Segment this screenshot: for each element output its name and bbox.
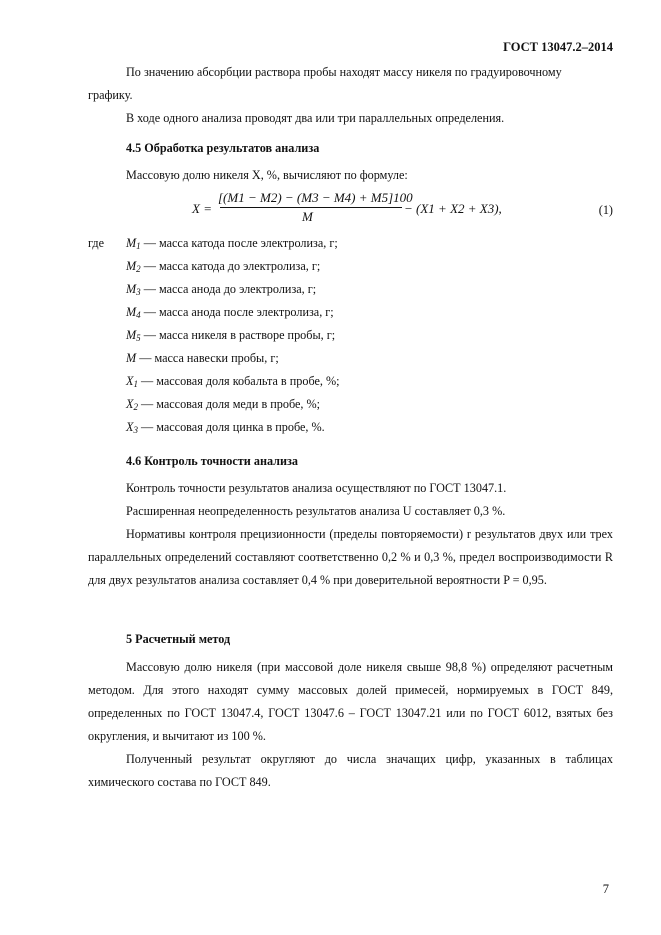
section-heading: 4.5 Обработка результатов анализа bbox=[126, 141, 320, 155]
paragraph: Нормативы контроля прецизионности (пределы повторяемости) r результатов двух или трех параллельных определений составляют соответственно 0,2 % и 0,3 %, предел воспроизводимости R для двух результатов анализа составляет 0,4 % при доверительной вероятности P = 0,95. bbox=[88, 527, 613, 587]
page-number: 7 bbox=[602, 882, 609, 896]
fraction-bar bbox=[220, 207, 402, 208]
variable-definition: $M_4$ — масса анода после электролиза, г; bbox=[126, 305, 334, 320]
variable-definition: $X_2$ — массовая доля меди в пробе, %; bbox=[126, 397, 321, 412]
variable-definition: $M_2$ — масса катода до электролиза, г; bbox=[126, 259, 321, 274]
formula-denominator: M bbox=[302, 209, 313, 224]
document-header: ГОСТ 13047.2–2014 bbox=[503, 40, 613, 54]
paragraph: Массовую долю никеля (при массовой доле никеля свыше 98,8 %) определяют расчетным методом. Для этого находят сумму массовых долей примесей, нормируемых в ГОСТ 849, определенных по ГОСТ 13047.4, ГОСТ 13047.6 – ГОСТ 13047.21 или по ГОСТ 6012, взятых без округления, и вычитают из 100 %. bbox=[88, 660, 613, 743]
formula-intro: Массовую долю никеля X, %, вычисляют по формуле: bbox=[126, 168, 408, 182]
where-label: где bbox=[88, 236, 105, 250]
formula-rhs: − (X1 + X2 + X3), bbox=[404, 201, 502, 216]
paragraph: Полученный результат округляют до числа значащих цифр, указанных в таблицах химического состава по ГОСТ 849. bbox=[88, 752, 613, 789]
paragraph: Расширенная неопределенность результатов анализа U составляет 0,3 %. bbox=[126, 504, 506, 518]
formula-number: (1) bbox=[598, 203, 613, 217]
variable-definition: $X_1$ — массовая доля кобальта в пробе, %; bbox=[126, 374, 340, 389]
paragraph-line: По значению абсорбции раствора пробы находят массу никеля по градуировочному bbox=[126, 65, 562, 79]
variable-definition: $X_3$ — массовая доля цинка в пробе, %. bbox=[126, 420, 325, 435]
section-heading: 4.6 Контроль точности анализа bbox=[126, 454, 299, 468]
paragraph: В ходе одного анализа проводят два или три параллельных определения. bbox=[126, 111, 505, 125]
formula-numerator: [(M1 − M2) − (M3 − M4) + M5]100 bbox=[218, 190, 413, 205]
paragraph: Контроль точности результатов анализа осуществляют по ГОСТ 13047.1. bbox=[126, 481, 507, 495]
variable-definition: $M_5$ — масса никеля в растворе пробы, г; bbox=[126, 328, 336, 343]
formula-lhs: X = bbox=[192, 201, 212, 216]
variable-definition: $M_3$ — масса анода до электролиза, г; bbox=[126, 282, 317, 297]
variable-definition: $M_1$ — масса катода после электролиза, г; bbox=[126, 236, 338, 251]
section-heading: 5 Расчетный метод bbox=[126, 632, 231, 646]
paragraph-line: графику. bbox=[88, 88, 133, 102]
variable-definition: M — масса навески пробы, г; bbox=[126, 351, 279, 365]
